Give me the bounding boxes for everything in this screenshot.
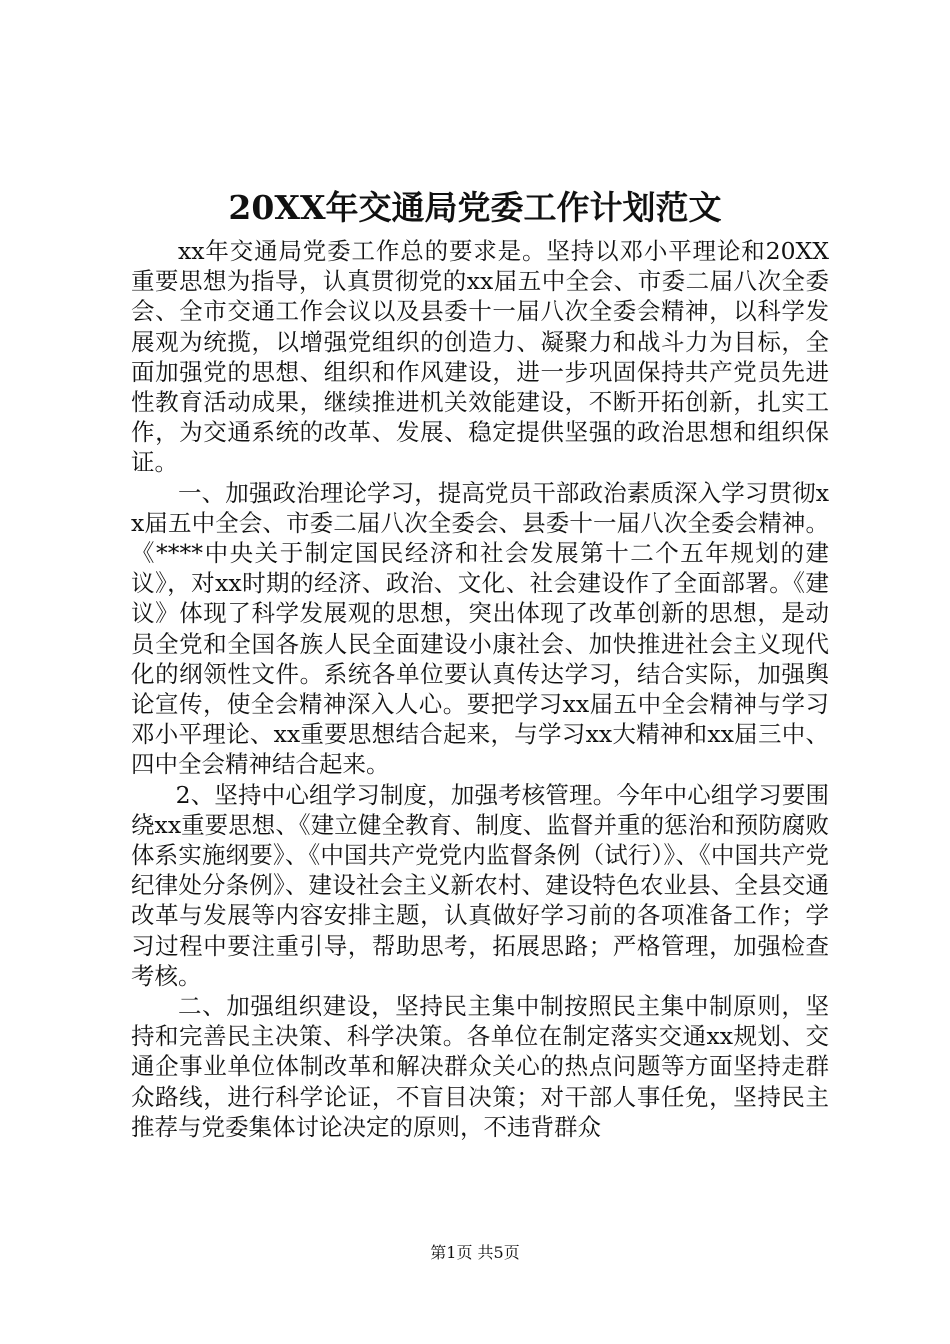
paragraph-item-2: 2、坚持中心组学习制度，加强考核管理。今年中心组学习要围绕xx重要思想、《建立健全教育、制度、监督并重的惩治和预防腐败体系实施纲要》、《中国共产党党内监督条例（试行）》、《中国共产党纪律处分条例》、建设社会主义新农村、建设特色农业县、全县交通改革与发展等内容安排主题，认真做好学习前的各项准备工作；学习过程中要注重引导，帮助思考，拓展思路；严格管理，加强检查考核。: [131, 780, 829, 990]
paragraph-section-2: 二、加强组织建设，坚持民主集中制按照民主集中制原则，坚持和完善民主决策、科学决策。各单位在制定落实交通xx规划、交通企事业单位体制改革和解决群众关心的热点问题等方面坚持走群众路线，进行科学论证，不盲目决策；对干部人事任免，坚持民主推荐与党委集体讨论决定的原则，不违背群众: [131, 992, 829, 1141]
document-title: 20XX年交通局党委工作计划范文: [228, 188, 722, 227]
paragraph-intro: xx年交通局党委工作总的要求是。坚持以邓小平理论和20XX重要思想为指导，认真贯彻党的xx届五中全会、市委二届八次全委会、全市交通工作会议以及县委十一届八次全委会精神，以科学发展观为统揽，以增强党组织的创造力、凝聚力和战斗力为目标，全面加强党的思想、组织和作风建设，进一步巩固保持共产党员先进性教育活动成果，继续推进机关效能建设，不断开拓创新，扎实工作，为交通系统的改革、发展、稳定提供坚强的政治思想和组织保证。: [131, 237, 829, 477]
document-body: [131, 236, 829, 1142]
page-footer: 第1页 共5页: [430, 1243, 520, 1262]
paragraph-section-1: 一、加强政治理论学习，提高党员干部政治素质深入学习贯彻xx届五中全会、市委二届八次全委会、县委十一届八次全委会精神。《****中央关于制定国民经济和社会发展第十二个五年规划的建议》，对xx时期的经济、政治、文化、社会建设作了全面部署。《建议》体现了科学发展观的思想，突出体现了改革创新的思想，是动员全党和全国各族人民全面建设小康社会、加快推进社会主义现代化的纲领性文件。系统各单位要认真传达学习，结合实际，加强舆论宣传，使全会精神深入人心。要把学习xx届五中全会精神与学习邓小平理论、xx重要思想结合起来，与学习xx大精神和xx届三中、四中全会精神结合起来。: [131, 478, 829, 779]
